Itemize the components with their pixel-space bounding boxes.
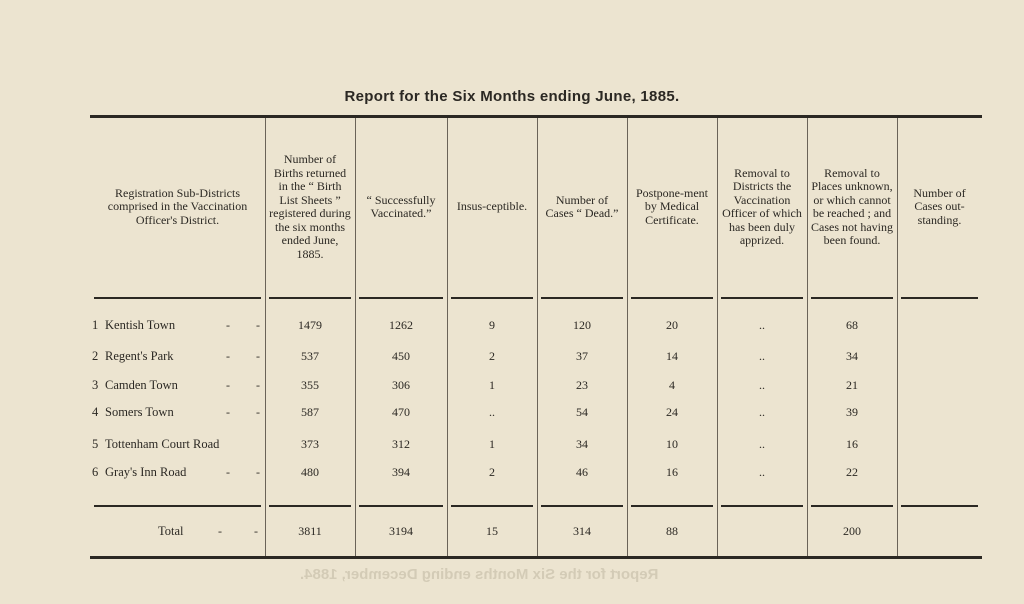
leader-dots: - [256,465,260,479]
insusceptible-cell: 1 [489,378,495,392]
dead-cell: 37 [576,349,588,363]
sub-district-name: Regent's Park [105,349,174,363]
sub-district-name: Somers Town [105,405,174,419]
removal-districts-cell: .. [759,318,765,332]
leader-dots: - [226,349,230,363]
total-rule-segment [94,505,261,507]
births-cell: 537 [301,349,319,363]
total-dead-cell: 314 [573,524,591,538]
total-rule-segment [269,505,351,507]
header-rule-segment [451,297,533,299]
column-header: “ Successfully Vaccinated.” [366,192,436,220]
births-cell: 587 [301,405,319,419]
removal-unknown-cell: 21 [846,378,858,392]
postponed-cell: 10 [666,437,678,451]
postponed-cell: 24 [666,405,678,419]
leader-dots: - [256,405,260,419]
postponed-cell: 4 [669,378,675,392]
header-rule-segment [269,297,351,299]
total-insusceptible-cell: 15 [486,524,498,538]
column-header: Number of Cases “ Dead.” [545,192,619,220]
total-removal-unknown-cell: 200 [843,524,861,538]
removal-unknown-cell: 39 [846,405,858,419]
removal-districts-cell: .. [759,405,765,419]
leader-dots: - [226,378,230,392]
removal-unknown-cell: 34 [846,349,858,363]
header-rule-segment [721,297,803,299]
postponed-cell: 20 [666,318,678,332]
leader-dots: - [226,465,230,479]
vaccinated-cell: 450 [392,349,410,363]
bottom-rule [90,556,982,559]
column-header: Postpone-ment by Medical Certificate. [636,185,708,227]
removal-unknown-cell: 16 [846,437,858,451]
leader-dots: - [256,318,260,332]
column-divider [355,118,356,556]
total-rule-segment [631,505,713,507]
column-divider [897,118,898,556]
vaccinated-cell: 306 [392,378,410,392]
vaccinated-cell: 394 [392,465,410,479]
row-number: 3 [92,378,99,392]
insusceptible-cell: 2 [489,349,495,363]
total-rule-segment [901,505,978,507]
leader-dots: - [218,524,222,538]
leader-dots: - [256,378,260,392]
total-births-cell: 3811 [298,524,322,538]
column-divider [265,118,266,556]
insusceptible-cell: 9 [489,318,495,332]
column-divider [627,118,628,556]
row-number: 6 [92,465,99,479]
total-postponed-cell: 88 [666,524,678,538]
insusceptible-cell: 2 [489,465,495,479]
header-rule-segment [541,297,623,299]
births-cell: 1479 [298,318,322,332]
dead-cell: 54 [576,405,588,419]
header-rule-segment [94,297,261,299]
column-header: Registration Sub-Districts comprised in the Vaccination Officer's District. [107,185,248,227]
postponed-cell: 14 [666,349,678,363]
births-cell: 373 [301,437,319,451]
leader-dots: - [226,318,230,332]
dead-cell: 46 [576,465,588,479]
sub-district-name: Kentish Town [105,318,176,332]
vaccinated-cell: 1262 [389,318,413,332]
sub-district-name: Tottenham Court Road [105,437,220,451]
leader-dots: - [226,405,230,419]
removal-districts-cell: .. [759,378,765,392]
sub-district-name: Camden Town [105,378,178,392]
column-header: Removal to Places unknown, or which cannot be reached ; and Cases not having been found. [811,165,893,247]
total-label: Total [158,524,184,538]
leader-dots: - [254,524,258,538]
total-rule-segment [721,505,803,507]
insusceptible-cell: 1 [489,437,495,451]
column-divider [537,118,538,556]
total-rule-segment [541,505,623,507]
leader-dots: - [256,349,260,363]
births-cell: 355 [301,378,319,392]
column-header: Number of Cases out-standing. [913,185,966,227]
header-rule-segment [901,297,978,299]
row-number: 4 [92,405,99,419]
bleed-through-text: Report for the Six Months ending December, 1884. [300,566,659,583]
top-rule [90,115,982,118]
total-vaccinated-cell: 3194 [389,524,413,538]
header-rule-segment [359,297,443,299]
column-header: Number of Births returned in the “ Birth List Sheets ” registered during the six months ended June, 1885. [269,152,351,261]
report-title: Report for the Six Months ending June, 1885. [344,88,680,105]
dead-cell: 34 [576,437,588,451]
vaccinated-cell: 470 [392,405,410,419]
births-cell: 480 [301,465,319,479]
column-divider [447,118,448,556]
column-divider [807,118,808,556]
row-number: 2 [92,349,99,363]
removal-unknown-cell: 22 [846,465,858,479]
removal-districts-cell: .. [759,349,765,363]
removal-unknown-cell: 68 [846,318,858,332]
column-header: Insus-ceptible. [456,199,528,214]
insusceptible-cell: .. [489,405,495,419]
vaccinated-cell: 312 [392,437,410,451]
sub-district-name: Gray's Inn Road [105,465,187,479]
header-rule-segment [631,297,713,299]
row-number: 1 [92,318,99,332]
column-header: Removal to Districts the Vaccination Officer of which has been duly apprized. [722,165,802,247]
row-number: 5 [92,437,99,451]
total-rule-segment [811,505,893,507]
total-rule-segment [451,505,533,507]
removal-districts-cell: .. [759,465,765,479]
header-rule-segment [811,297,893,299]
dead-cell: 23 [576,378,588,392]
column-divider [717,118,718,556]
total-rule-segment [359,505,443,507]
postponed-cell: 16 [666,465,678,479]
removal-districts-cell: .. [759,437,765,451]
dead-cell: 120 [573,318,591,332]
